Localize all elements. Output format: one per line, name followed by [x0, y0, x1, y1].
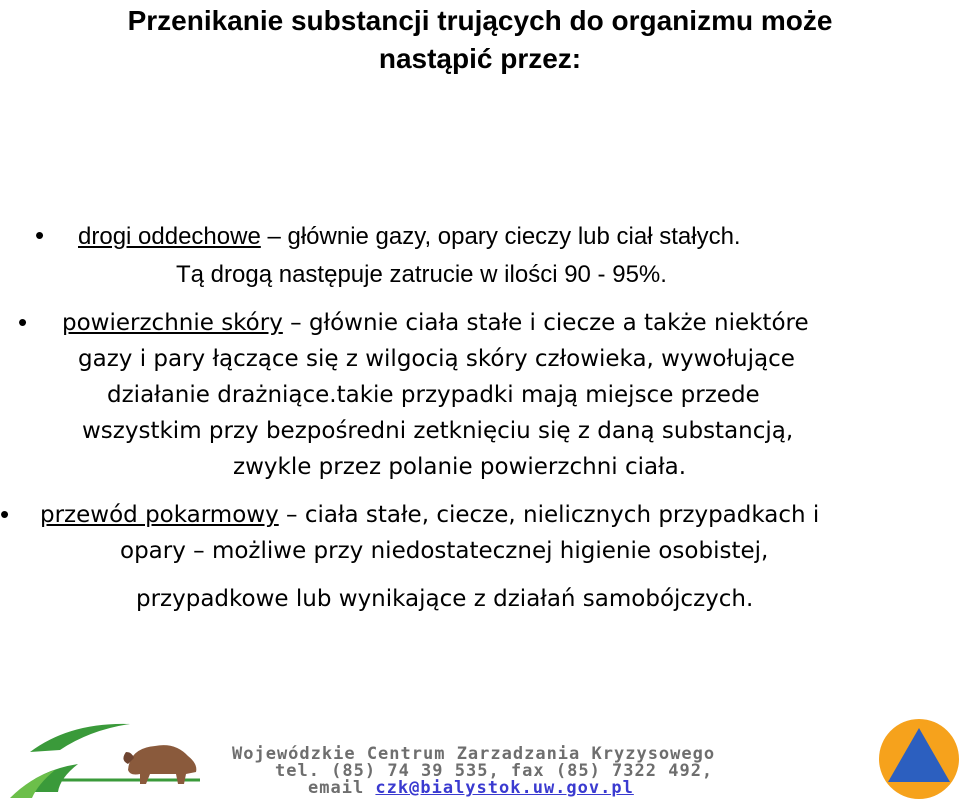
- item-1-term: drogi oddechowe: [78, 223, 261, 250]
- item-3-line-2: opary – możliwe przy niedostatecznej higienie osobistej,: [120, 538, 769, 564]
- title-line-1: Przenikanie substancji trujących do organizmu może: [127, 5, 833, 36]
- phone-fax-line: tel. (85) 74 39 535, fax (85) 7322 492,: [275, 761, 714, 781]
- bison-icon: [123, 745, 196, 784]
- item-2-line-2: gazy i pary łączące się z wilgocią skóry człowieka, wywołujące: [78, 346, 795, 372]
- item-2-line-5: zwykle przez polanie powierzchni ciała.: [233, 454, 687, 480]
- footer-banner: [0, 712, 960, 801]
- item-2-line-1: [62, 308, 809, 338]
- wczk-logo-icon: [0, 712, 230, 801]
- item-1-line-2: Tą drogą następuje zatrucie w ilości 90 - 95%.: [176, 261, 667, 288]
- item-3-line-1: [40, 500, 819, 530]
- title-line-2: nastąpić przez:: [378, 43, 582, 74]
- item-1-line-1-rest: – głównie gazy, opary cieczy lub ciał stałych.: [260, 223, 741, 250]
- item-2-term: powierzchnie skóry: [62, 310, 283, 336]
- item-3-term: przewód pokarmowy: [40, 502, 279, 528]
- item-2-line-4: wszystkim przy bezpośredni zetknięciu się z daną substancją,: [82, 418, 794, 444]
- email-link[interactable]: czk@bialystok.uw.gov.pl: [375, 778, 634, 798]
- slide-title: [0, 2, 960, 78]
- item-2-line-3: działanie drażniące.takie przypadki mają miejsce przede: [107, 382, 760, 408]
- item-3-line-1-rest: – ciała stałe, ciecze, nielicznych przypadkach i: [278, 502, 820, 528]
- org-name: Wojewódzkie Centrum Zarzadzania Kryzysowego: [232, 744, 716, 764]
- email-label: email: [308, 778, 376, 798]
- bullet-2: •: [18, 307, 28, 337]
- item-1-line-1: [78, 222, 741, 252]
- civil-defense-icon: [878, 718, 960, 800]
- item-3-line-3: przypadkowe lub wynikające z działań samobójczych.: [136, 586, 754, 612]
- bullet-1: •: [35, 220, 45, 250]
- email-line: [308, 778, 634, 798]
- item-2-line-1-rest: – głównie ciała stałe i ciecze a także niektóre: [282, 310, 809, 336]
- bullet-3: •: [0, 499, 10, 529]
